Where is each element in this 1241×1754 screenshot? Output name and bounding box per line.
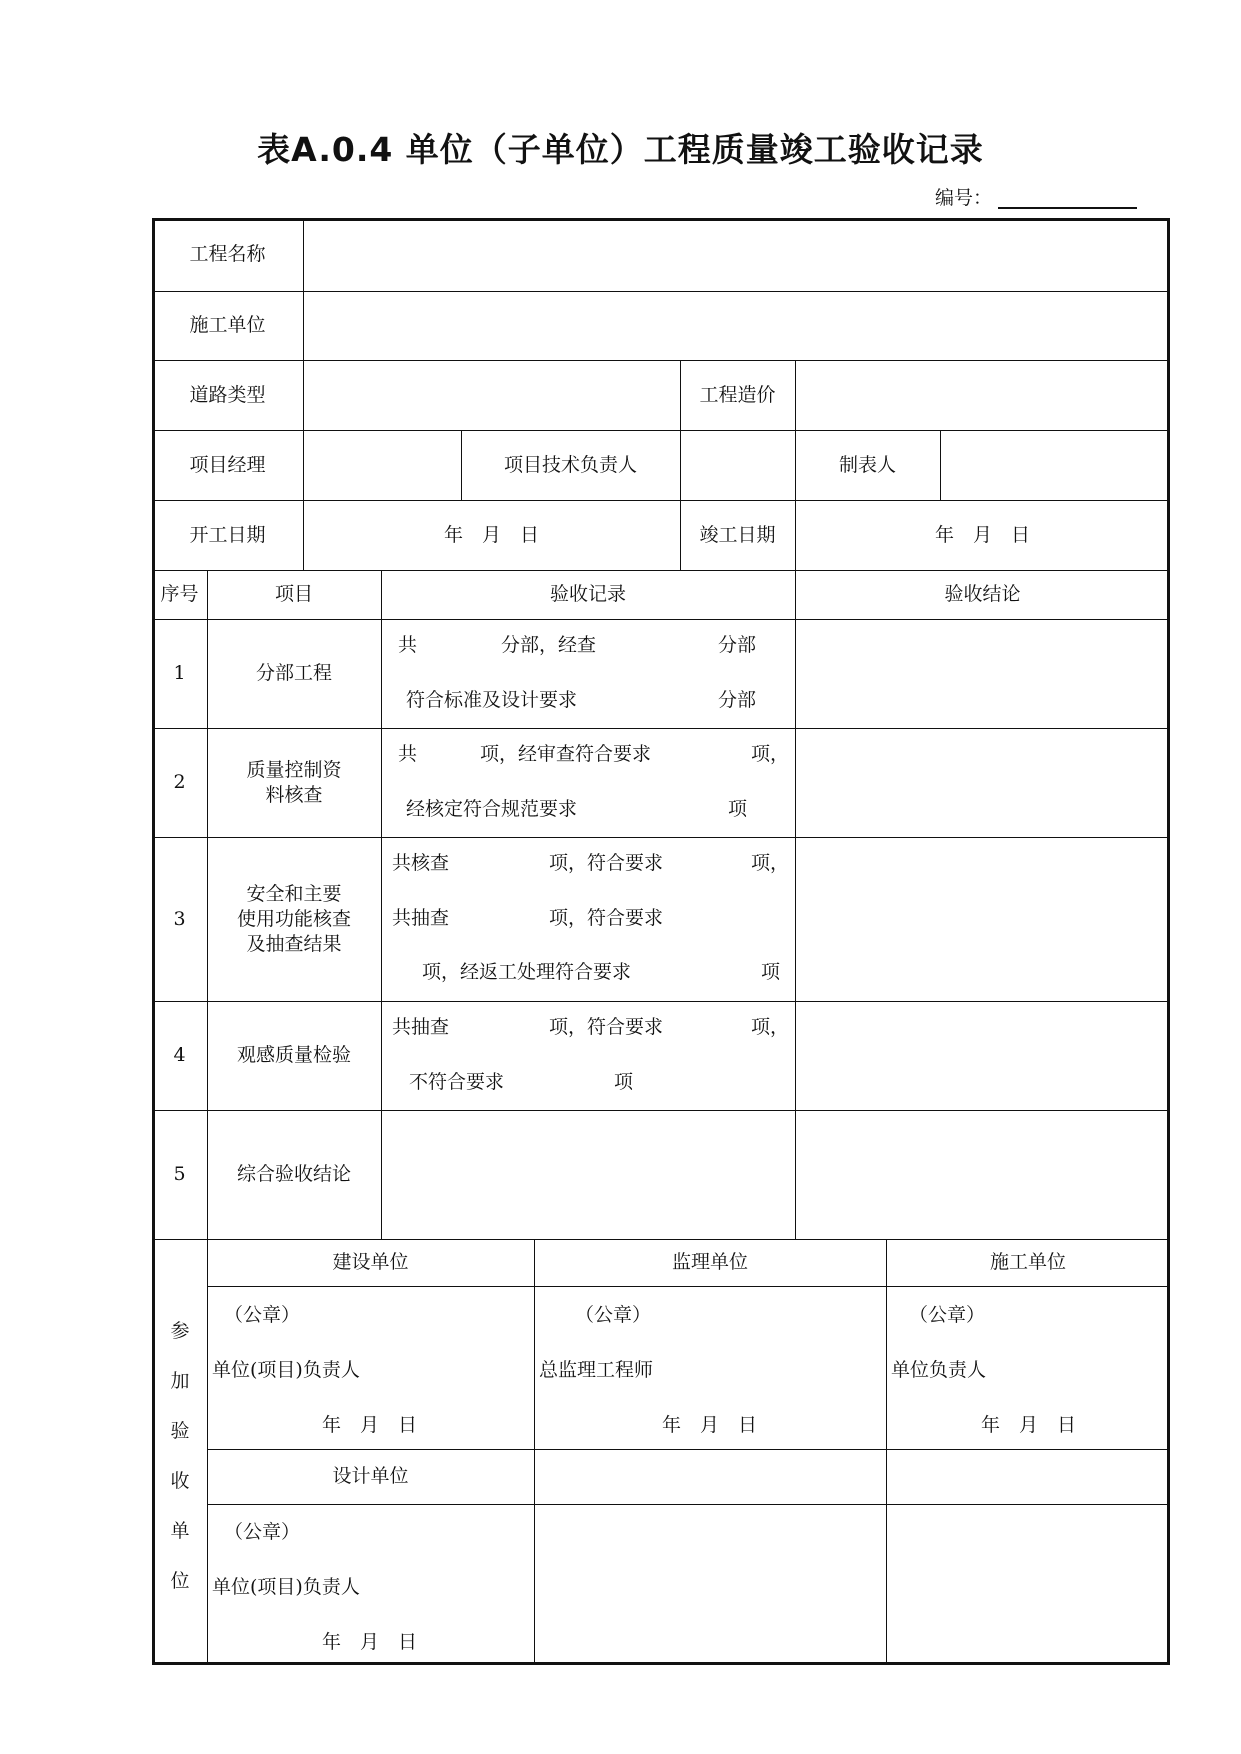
- project-name-label: 工程名称: [189, 243, 266, 265]
- row-3-conclusion-field[interactable]: [795, 837, 1170, 1001]
- end-date-field[interactable]: 年 月 日: [934, 523, 1030, 546]
- supervisor-sign-date[interactable]: 年 月 日: [662, 1414, 758, 1436]
- designer-signatory-label[interactable]: 单位(项目)负责人: [212, 1576, 360, 1598]
- owner-sign-date[interactable]: 年 月 日: [322, 1414, 418, 1436]
- row-1-record-text: 分部，经查: [501, 634, 597, 656]
- contractor-signatory-label[interactable]: 单位负责人: [891, 1359, 987, 1381]
- contractor-seal: （公章）: [909, 1304, 986, 1326]
- column-header-no: 序号: [160, 583, 199, 605]
- row-2-item: 质量控制资 料核查: [246, 758, 342, 806]
- designer-sign-date[interactable]: 年 月 日: [322, 1631, 418, 1653]
- row-2-record-text: 项，: [751, 743, 790, 765]
- side-label-char: 位: [170, 1570, 190, 1592]
- supervisor-unit-label: 监理单位: [671, 1251, 748, 1273]
- road-type-field[interactable]: [303, 360, 680, 430]
- side-label-char: 参: [170, 1320, 190, 1342]
- row-2-record-text: 项: [728, 798, 748, 820]
- project-cost-field[interactable]: [795, 360, 1170, 430]
- row-2-record-text: 项，经审查符合要求: [480, 743, 652, 765]
- construction-unit-label: 施工单位: [189, 314, 266, 336]
- side-label-char: 加: [170, 1370, 190, 1392]
- form-maker-field[interactable]: [940, 430, 1170, 500]
- row-2-conclusion-field[interactable]: [795, 728, 1170, 837]
- row-1-record-text: 分部: [718, 689, 757, 711]
- row-1-item: 分部工程: [255, 662, 332, 684]
- road-type-label: 道路类型: [189, 383, 266, 406]
- row-3-record-text: 项，符合要求: [549, 907, 664, 929]
- start-date-label: 开工日期: [189, 523, 266, 546]
- row-5-record-field[interactable]: [381, 1110, 795, 1239]
- side-label-char: 单: [170, 1520, 190, 1542]
- row-3-record-text: 项，符合要求: [549, 852, 664, 874]
- owner-seal: （公章）: [224, 1304, 301, 1326]
- row-4-conclusion-field[interactable]: [795, 1001, 1170, 1110]
- construction-unit-field[interactable]: [303, 291, 1170, 360]
- column-header-record: 验收记录: [549, 583, 626, 605]
- side-label-char: 收: [170, 1470, 190, 1492]
- owner-signatory-label[interactable]: 单位(项目)负责人: [212, 1359, 360, 1381]
- row-1-record-text: 分部: [718, 634, 757, 656]
- row-4-record-text: 共抽查: [392, 1016, 450, 1038]
- column-header-conclusion: 验收结论: [944, 583, 1021, 605]
- row-1-no: 1: [173, 662, 186, 684]
- row-4-no: 4: [173, 1044, 186, 1066]
- row-2-record-text: 经核定符合规范要求: [406, 798, 578, 820]
- row-4-record-text: 项，符合要求: [549, 1016, 664, 1038]
- row-divider: [207, 1286, 1170, 1287]
- page-title: 表A.0.4 单位（子单位）工程质量竣工验收记录: [257, 130, 984, 169]
- contractor-sign-date[interactable]: 年 月 日: [981, 1414, 1077, 1436]
- designer-unit-label: 设计单位: [332, 1465, 409, 1487]
- row-divider: [207, 1504, 1170, 1505]
- owner-unit-label: 建设单位: [332, 1251, 409, 1273]
- tech-lead-field[interactable]: [680, 430, 795, 500]
- designer-seal: （公章）: [224, 1521, 301, 1543]
- row-1-record-text: 符合标准及设计要求: [406, 689, 578, 711]
- tech-lead-label: 项目技术负责人: [503, 453, 637, 476]
- row-1-conclusion-field[interactable]: [795, 619, 1170, 728]
- supervisor-signatory-label[interactable]: 总监理工程师: [539, 1359, 654, 1381]
- row-3-no: 3: [173, 907, 186, 930]
- supervisor-seal: （公章）: [575, 1304, 652, 1326]
- end-date-label: 竣工日期: [699, 523, 776, 546]
- row-3-record-text: 共核查: [392, 852, 450, 874]
- column-divider: [534, 1239, 535, 1665]
- row-2-record-text: 共: [398, 743, 418, 765]
- row-3-record-text: 项，经返工处理符合要求: [422, 961, 632, 983]
- participants-side-label: [165, 1306, 195, 1606]
- row-4-record-text: 不符合要求: [409, 1071, 505, 1093]
- form-maker-label: 制表人: [838, 453, 896, 476]
- project-cost-label: 工程造价: [699, 383, 776, 406]
- column-header-item: 项目: [274, 583, 313, 605]
- row-5-item: 综合验收结论: [236, 1163, 351, 1185]
- project-manager-field[interactable]: [303, 430, 461, 500]
- side-label-char: 验: [170, 1420, 190, 1442]
- row-3-item: 安全和主要 使用功能核查 及抽查结果: [236, 882, 351, 955]
- row-1-record-text: 共: [398, 634, 418, 656]
- row-3-record-text: 项: [761, 961, 781, 983]
- row-4-item: 观感质量检验: [236, 1044, 351, 1066]
- column-divider: [886, 1239, 887, 1665]
- start-date-field[interactable]: 年 月 日: [443, 523, 539, 546]
- serial-number-label: 编号：: [935, 187, 993, 209]
- contractor-unit-label: 施工单位: [989, 1251, 1066, 1273]
- row-3-record-text: 项，: [751, 852, 790, 874]
- row-4-record-text: 项，: [751, 1016, 790, 1038]
- project-manager-label: 项目经理: [189, 453, 266, 476]
- row-4-record-text: 项: [614, 1071, 634, 1093]
- row-5-no: 5: [173, 1163, 186, 1185]
- row-3-record-text: 共抽查: [392, 907, 450, 929]
- row-5-conclusion-field[interactable]: [795, 1110, 1170, 1239]
- project-name-field[interactable]: [303, 218, 1170, 291]
- row-2-no: 2: [173, 771, 186, 793]
- serial-number-field[interactable]: [998, 207, 1137, 209]
